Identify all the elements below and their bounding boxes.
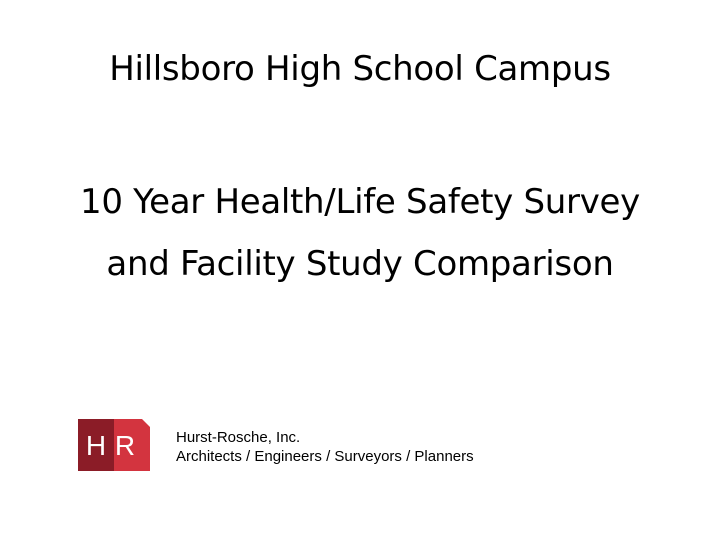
logo-letter-r: R xyxy=(114,430,136,461)
hr-logo-graphic xyxy=(78,419,150,471)
company-tagline: Architects / Engineers / Surveyors / Planners xyxy=(176,448,474,465)
slide-subtitle-line-2: and Facility Study Comparison xyxy=(106,244,614,284)
company-block xyxy=(176,428,474,466)
slide-subtitle-line-1: 10 Year Health/Life Safety Survey xyxy=(80,182,640,222)
company-name: Hurst-Rosche, Inc. xyxy=(176,429,301,446)
slide-title: Hillsboro High School Campus xyxy=(109,49,611,89)
hurst-rosche-logo xyxy=(78,419,150,471)
logo-letter-h: H xyxy=(85,430,107,461)
